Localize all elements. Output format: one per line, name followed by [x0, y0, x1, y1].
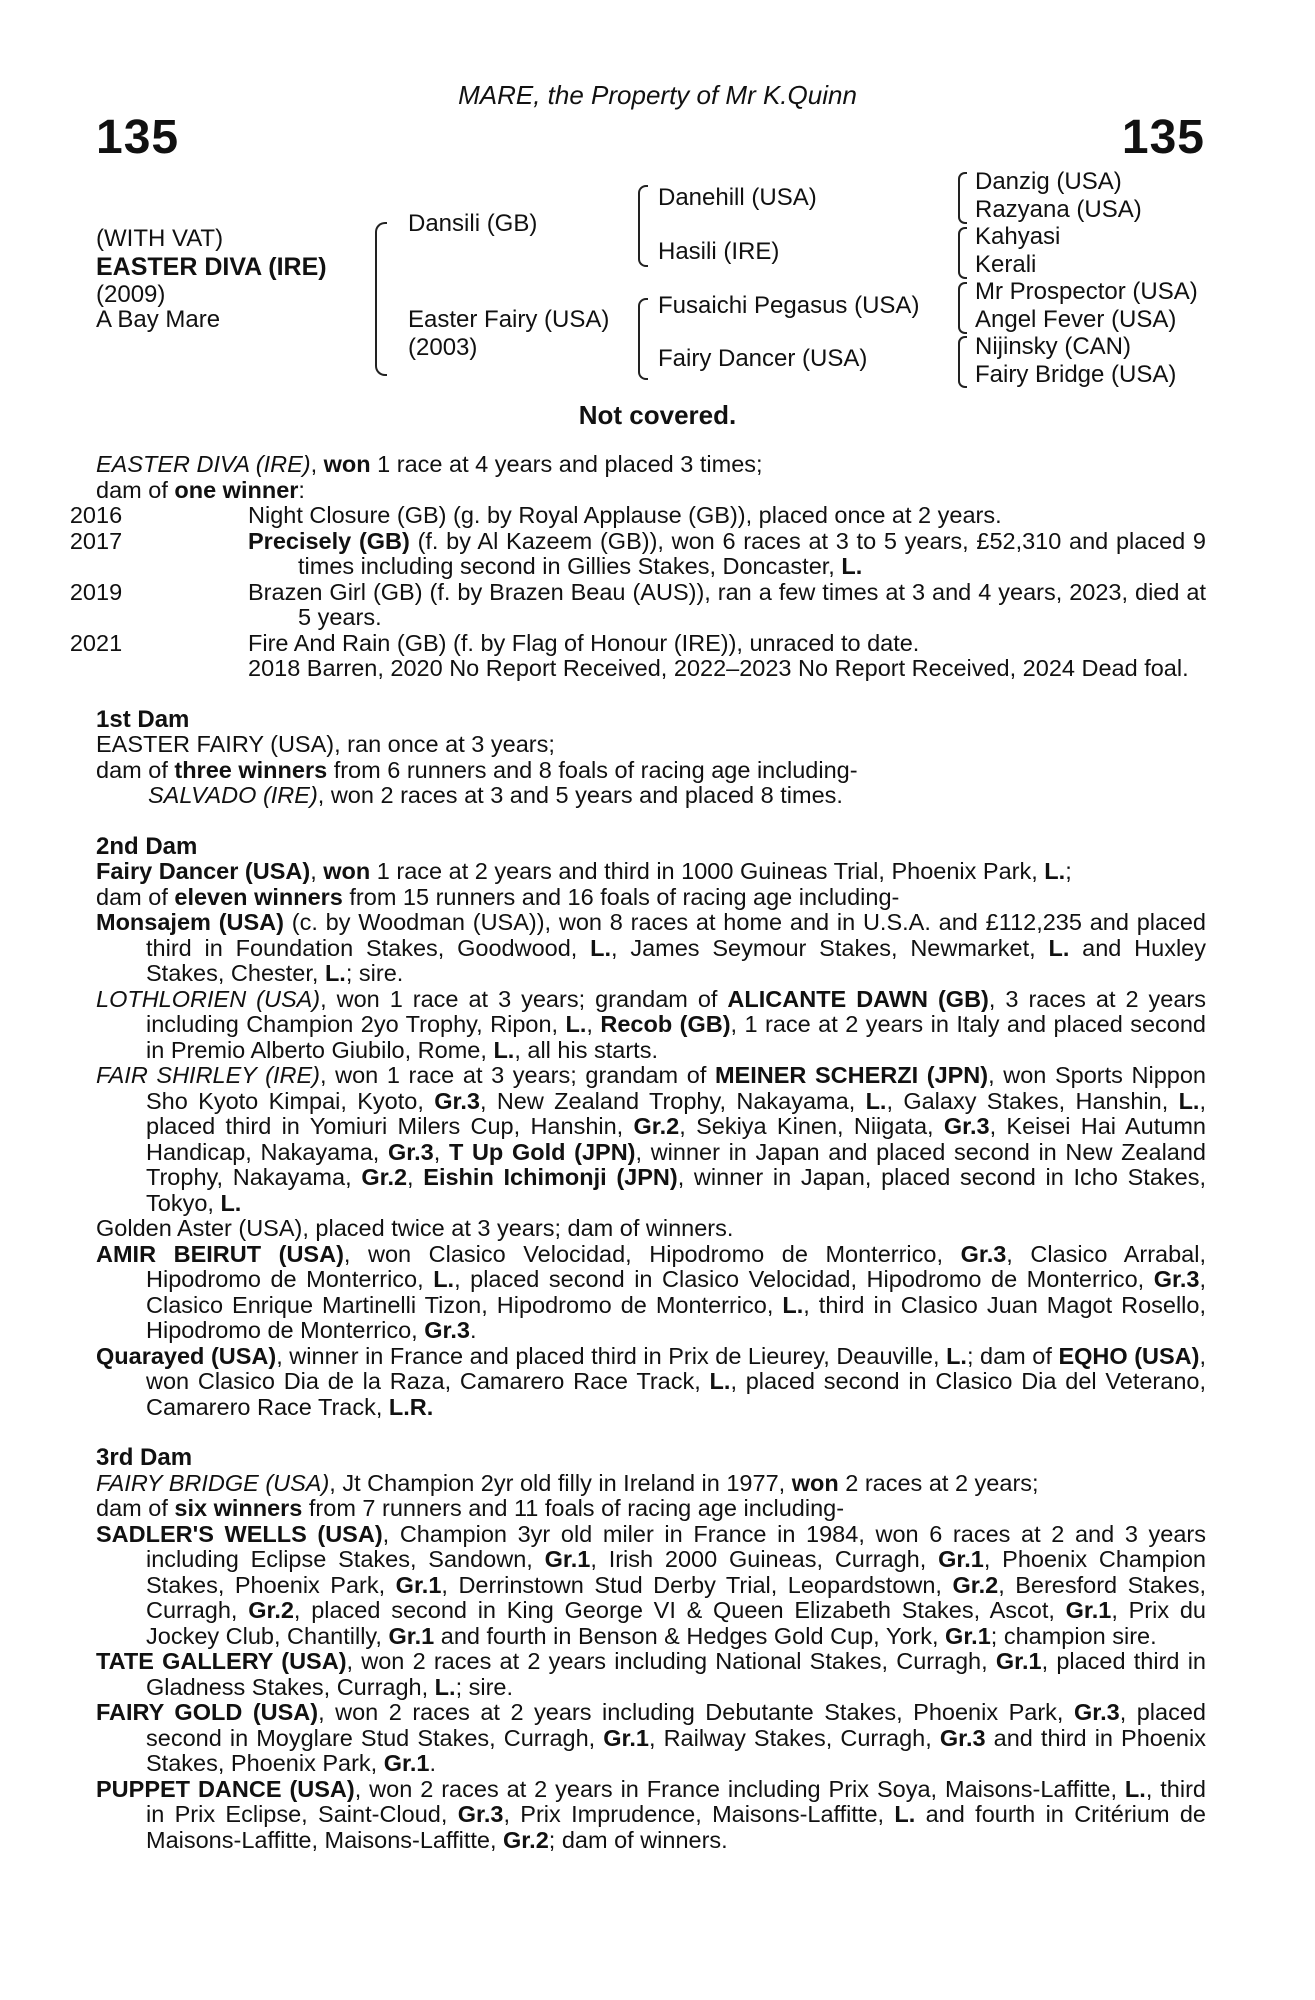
third-dam-heading: 3rd Dam — [96, 1444, 193, 1471]
page-heading: MARE, the Property of Mr K.Quinn — [458, 80, 857, 110]
produce-2017: 2017 Precisely (GB) (f. by Al Kazeem (GB)), won 6 races at 3 to 5 years, £52,310 and placed 9 times including second in Gillies Stakes, Doncaster, L. — [69, 527, 1207, 579]
dam-sire: Fusaichi Pegasus (USA) — [658, 292, 920, 319]
sds: Kahyasi — [975, 223, 1061, 250]
dds: Nijinsky (CAN) — [975, 333, 1131, 360]
second-dam-produce: dam of eleven winners from 15 runners and 16 foals of racing age including- — [96, 883, 900, 910]
lot-number-right: 135 — [1121, 111, 1205, 164]
produce-notes: 2018 Barren, 2020 No Report Received, 2022–2023 No Report Received, 2024 Dead foal. — [248, 655, 1189, 681]
ddd: Fairy Bridge (USA) — [975, 361, 1177, 388]
sss: Danzig (USA) — [975, 168, 1122, 195]
puppet-dance-entry: PUPPET DANCE (USA), won 2 races at 2 years in France including Prix Soya, Maisons-Laffitte, L., third in Prix Eclipse, Saint-Cloud, Gr.3, Prix Imprudence, Maisons-Laffitte, L. and fourth in Critérium de Maisons-Laffitte, Maisons-Laffitte, Gr.2; dam of winners. — [96, 1775, 1206, 1853]
catalogue-body — [69, 451, 1207, 1853]
produce-2021: 2021 Fire And Rain (GB) (f. by Flag of Honour (IRE)), unraced to date. — [69, 629, 920, 656]
dam-brace — [638, 298, 648, 380]
third-dam-line: FAIRY BRIDGE (USA), Jt Champion 2yr old filly in Ireland in 1977, won 2 races at 2 years; — [96, 1469, 1039, 1496]
sire-name: Dansili (GB) — [408, 210, 538, 237]
lot-number-left: 135 — [96, 111, 180, 164]
horse-year: (2009) — [96, 281, 166, 308]
produce-2016: 2016 Night Closure (GB) (g. by Royal Applause (GB)), placed once at 2 years. — [69, 502, 1002, 528]
second-dam-heading: 2nd Dam — [96, 832, 198, 860]
dam-dam: Fairy Dancer (USA) — [658, 345, 868, 372]
not-covered-note: Not covered. — [578, 400, 737, 430]
sadlers-wells-entry: SADLER'S WELLS (USA), Champion 3yr old miler in France in 1984, won 6 races at 2 and 3 years including Eclipse Stakes, Sandown, Gr.1, Irish 2000 Guineas, Curragh, Gr.1, Phoenix Champion Stakes, Phoenix Park, Gr.1, Derrinstown Stud Derby Trial, Leopardstown, Gr.2, Beresford Stakes, Curragh, Gr.2, placed second in King George VI & Queen Elizabeth Stakes, Ascot, Gr.1, Prix du Jockey Club, Chantilly, Gr.1 and fourth in Benson & Hedges Gold Cup, York, Gr.1; champion sire. — [96, 1520, 1206, 1649]
dam-year: (2003) — [408, 334, 478, 361]
sd-brace — [958, 227, 967, 279]
first-dam-heading: 1st Dam — [96, 705, 190, 733]
pedigree-brace — [375, 222, 387, 376]
diva-summary: EASTER DIVA (IRE), won 1 race at 4 years and placed 3 times; — [96, 451, 763, 477]
salvado-entry: SALVADO (IRE), won 2 races at 3 and 5 years and placed 8 times. — [148, 782, 843, 808]
fairy-gold-entry: FAIRY GOLD (USA), won 2 races at 2 years including Debutante Stakes, Phoenix Park, Gr.3, placed second in Moyglare Stud Stakes, Curragh, Gr.1, Railway Stakes, Curragh, Gr.3 and third in Phoenix Stakes, Phoenix Park, Gr.1. — [96, 1699, 1206, 1776]
ss-brace — [958, 172, 967, 224]
dss: Mr Prospector (USA) — [975, 278, 1198, 305]
sire-brace — [638, 185, 648, 267]
horse-desc: A Bay Mare — [96, 306, 221, 333]
diva-dam-of: dam of one winner: — [96, 476, 305, 503]
sire-dam: Hasili (IRE) — [658, 238, 780, 265]
quarayed-entry: Quarayed (USA), winner in France and placed third in Prix de Lieurey, Deauville, L.; dam of EQHO (USA), won Clasico Dia de la Raza, Camarero Race Track, L., placed second in Clasico Dia del Veterano, Camarero Race Track, L.R. — [96, 1342, 1206, 1420]
vat-note: (WITH VAT) — [96, 225, 224, 252]
produce-2019: 2019 Brazen Girl (GB) (f. by Brazen Beau (AUS)), ran a few times at 3 and 4 years, 2023, died at 5 years. — [69, 578, 1206, 630]
sdd: Kerali — [975, 251, 1037, 278]
fair-shirley-entry: FAIR SHIRLEY (IRE), won 1 race at 3 years; grandam of MEINER SCHERZI (JPN), won Sports Nippon Sho Kyoto Kimpai, Kyoto, Gr.3, New Zealand Trophy, Nakayama, L., Galaxy Stakes, Hanshin, L., placed third in Yomiuri Milers Cup, Hanshin, Gr.2, Sekiya Kinen, Niigata, Gr.3, Keisei Hai Autumn Handicap, Nakayama, Gr.3, T Up Gold (JPN), winner in Japan and placed second in New Zealand Trophy, Nakayama, Gr.2, Eishin Ichimonji (JPN), winner in Japan, placed second in Icho Stakes, Tokyo, L. — [96, 1062, 1206, 1216]
lothlorien-entry: LOTHLORIEN (USA), won 1 race at 3 years; grandam of ALICANTE DAWN (GB), 3 races at 2 years including Champion 2yo Trophy, Ripon, L., Recob (GB), 1 race at 2 years in Italy and placed second in Premio Alberto Giubilo, Rome, L., all his starts. — [96, 985, 1207, 1063]
golden-aster-entry: Golden Aster (USA), placed twice at 3 years; dam of winners. — [96, 1215, 734, 1241]
dd-brace — [958, 336, 967, 388]
sire-sire: Danehill (USA) — [658, 184, 817, 211]
horse-name: EASTER DIVA (IRE) — [96, 253, 327, 281]
second-dam-line: Fairy Dancer (USA), won 1 race at 2 years and third in 1000 Guineas Trial, Phoenix Park, L.; — [96, 858, 1072, 884]
first-dam-produce: dam of three winners from 6 runners and 8 foals of racing age including- — [96, 756, 858, 783]
tate-gallery-entry: TATE GALLERY (USA), won 2 races at 2 years including National Stakes, Curragh, Gr.1, placed third in Gladness Stakes, Curragh, L.; sire. — [96, 1648, 1206, 1700]
third-dam-produce: dam of six winners from 7 runners and 11 foals of racing age including- — [96, 1495, 845, 1521]
dam-name: Easter Fairy (USA) — [408, 306, 610, 333]
amir-beirut-entry: AMIR BEIRUT (USA), won Clasico Velocidad, Hipodromo de Monterrico, Gr.3, Clasico Arrabal, Hipodromo de Monterrico, L., placed second in Clasico Velocidad, Hipodromo de Monterrico, Gr.3, Clasico Enrique Martinelli Tizon, Hipodromo de Monterrico, L., third in Clasico Juan Magot Rosello, Hipodromo de Monterrico, Gr.3. — [96, 1240, 1207, 1343]
dsd: Angel Fever (USA) — [975, 306, 1177, 333]
first-dam-line: EASTER FAIRY (USA), ran once at 3 years; — [96, 731, 555, 757]
monsajem-entry: Monsajem (USA) (c. by Woodman (USA)), won 8 races at home and in U.S.A. and £112,235 and placed third in Foundation Stakes, Goodwood, L., James Seymour Stakes, Newmarket, L. and Huxley Stakes, Chester, L.; sire. — [96, 909, 1206, 986]
ssd: Razyana (USA) — [975, 196, 1142, 223]
ds-brace — [958, 282, 967, 334]
